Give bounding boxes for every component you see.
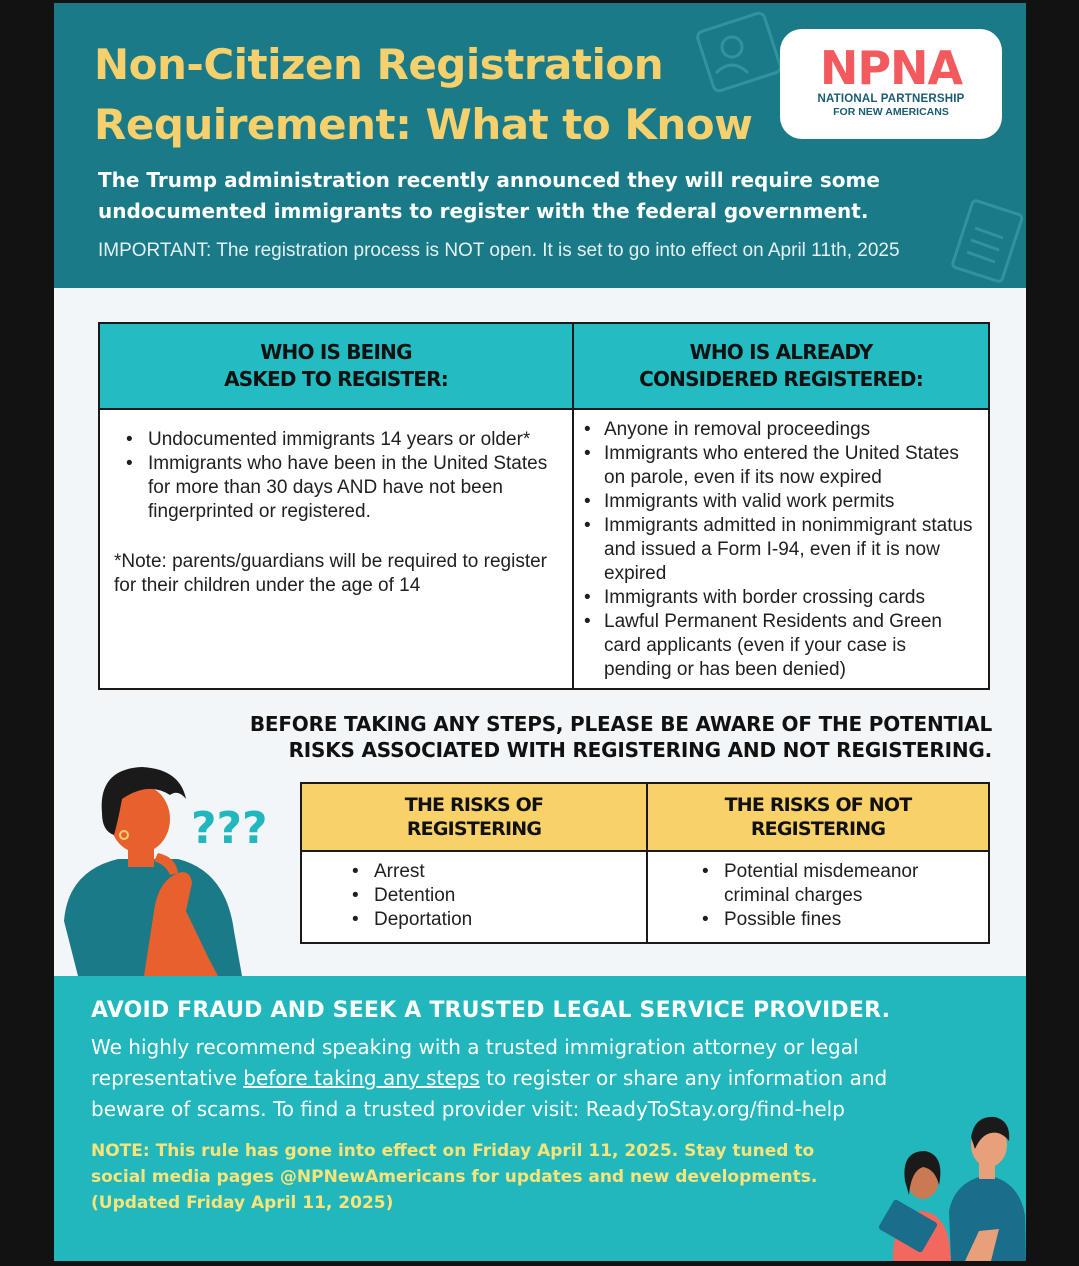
recommend-line: We highly recommend speaking with a trusted immigration attorney or legal [91, 1035, 859, 1059]
intro-text [98, 165, 998, 227]
header-line: REGISTERING [406, 818, 542, 840]
npna-logo [780, 29, 1002, 139]
list-item: • Possible fines [724, 908, 944, 932]
warning-line: BEFORE TAKING ANY STEPS, PLEASE BE AWARE OF THE POTENTIAL [249, 712, 992, 736]
who-registered-header [573, 323, 989, 409]
risks-of-not-registering-cell [647, 851, 989, 943]
recommend-text: to register or share any information and [479, 1066, 888, 1090]
list-item: • Potential misdemeanor criminal charges [724, 860, 944, 908]
note-line: social media pages @NPNewAmericans for updates and new developments. [91, 1167, 818, 1187]
list-item: • Undocumented immigrants 14 years or older* [148, 428, 558, 452]
who-table [98, 322, 990, 690]
recommend-text: representative [91, 1066, 244, 1090]
risks-table [300, 782, 990, 944]
list-item: • Immigrants who entered the United States on parole, even if its now expired [604, 442, 978, 490]
risks-of-not-registering-header [647, 783, 989, 851]
recommend-line [91, 1063, 1011, 1094]
risks-list [302, 860, 646, 932]
header-line: REGISTERING [750, 818, 886, 840]
header-line: WHO IS BEING [260, 340, 412, 364]
note-line: NOTE: This rule has gone into effect on Friday April 11, 2025. Stay tuned to [91, 1141, 815, 1161]
who-asked-list [114, 428, 558, 524]
list-item: • Arrest [374, 860, 646, 884]
risks-list [648, 860, 944, 932]
header-line: THE RISKS OF NOT [724, 794, 912, 816]
who-registered-cell [573, 409, 989, 689]
list-item: • Anyone in removal proceedings [604, 418, 978, 442]
before-steps-link[interactable]: before taking any steps [243, 1066, 480, 1090]
list-item: • Detention [374, 884, 646, 908]
list-item: • Deportation [374, 908, 646, 932]
list-item: • Immigrants with valid work permits [604, 490, 978, 514]
update-note [91, 1138, 891, 1216]
logo-wordmark: NPNA [819, 41, 963, 95]
recommend-line: beware of scams. To find a trusted provider visit: ReadyToStay.org/find-help [91, 1097, 845, 1121]
logo-tagline: FOR NEW AMERICANS [833, 106, 949, 118]
who-registered-list [582, 418, 978, 682]
flyer [54, 3, 1026, 1261]
question-marks: ??? [191, 803, 268, 854]
two-people-illustration [879, 1111, 1026, 1261]
page-title [94, 35, 774, 155]
header-line: WHO IS ALREADY [689, 340, 873, 364]
intro-line: undocumented immigrants to register with the federal government. [98, 199, 869, 223]
note-line: (Updated Friday April 11, 2025) [91, 1193, 394, 1213]
fraud-heading: AVOID FRAUD AND SEEK A TRUSTED LEGAL SERVICE PROVIDER. [91, 998, 891, 1023]
footer-banner [54, 976, 1026, 1261]
recommendation-text [91, 1032, 1011, 1125]
header-line: THE RISKS OF [404, 794, 544, 816]
important-notice: IMPORTANT: The registration process is NOT open. It is set to go into effect on April 11th, 2025 [98, 240, 900, 261]
thinking-person-illustration [58, 761, 270, 976]
risks-of-registering-cell [301, 851, 647, 943]
header-line: ASKED TO REGISTER: [224, 367, 448, 391]
who-asked-cell [99, 409, 573, 689]
title-line: Requirement: What to Know [94, 100, 753, 149]
list-item: • Lawful Permanent Residents and Green card applicants (even if your case is pending or has been denied) [604, 610, 978, 682]
header-line: CONSIDERED REGISTERED: [639, 367, 923, 391]
age-note: *Note: parents/guardians will be required to register for their children under the age of 14 [114, 551, 548, 596]
list-item: • Immigrants admitted in nonimmigrant status and issued a Form I-94, even if it is now expired [604, 514, 978, 586]
warning-line: RISKS ASSOCIATED WITH REGISTERING AND NOT REGISTERING. [288, 738, 992, 762]
who-asked-header [99, 323, 573, 409]
header-banner [54, 3, 1026, 288]
list-item: • Immigrants who have been in the United States for more than 30 days AND have not been fingerprinted or registered. [148, 452, 558, 524]
risks-of-registering-header [301, 783, 647, 851]
intro-line: The Trump administration recently announced they will require some [98, 168, 880, 192]
risk-warning [114, 711, 992, 763]
logo-tagline: NATIONAL PARTNERSHIP [817, 93, 965, 105]
list-item: • Immigrants with border crossing cards [604, 586, 978, 610]
title-line: Non-Citizen Registration [94, 40, 664, 89]
